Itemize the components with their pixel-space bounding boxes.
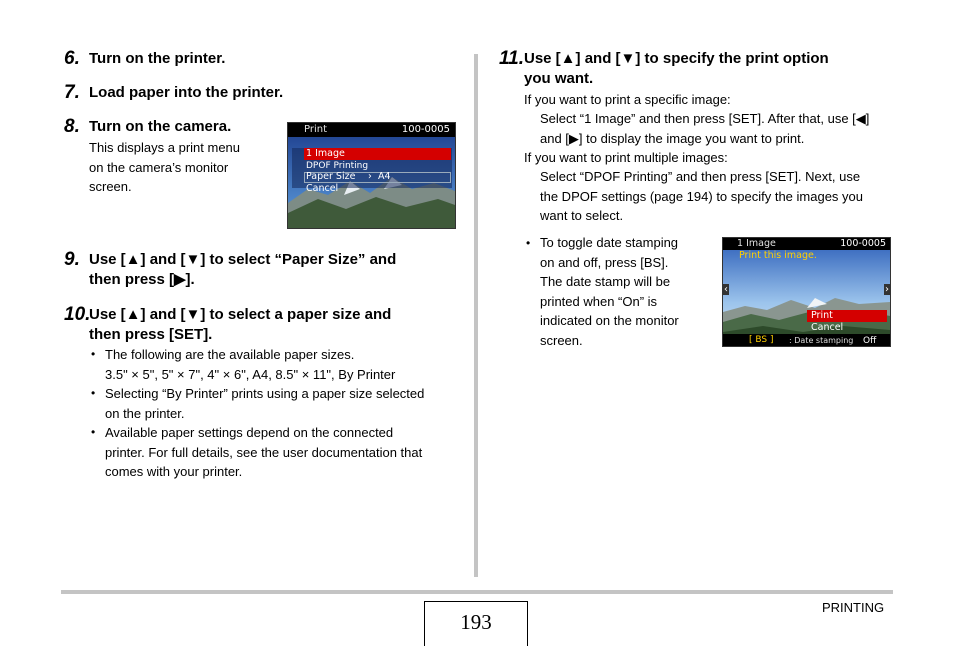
bullet-dot: • [526, 236, 531, 250]
camera-print-menu-screenshot [287, 122, 456, 229]
step-11-heading: Use [▲] and [▼] to specify the print option you want. [524, 50, 829, 87]
screen1-menu-dpof: DPOF Printing [306, 161, 369, 171]
right-arrow-icon: › [885, 284, 889, 295]
step-8-heading: Turn on the camera. [89, 118, 232, 135]
step-9-number: 9. [64, 249, 80, 270]
screen1-paper-value: A4 [378, 171, 391, 182]
screen2-title: 1 Image [737, 238, 776, 249]
column-divider [474, 54, 478, 577]
screen2-file-code: 100-0005 [840, 238, 886, 249]
specific-image-instructions: Select “1 Image” and then press [SET]. After that, use [◀] and [▶] to display the image you want to print. [540, 111, 870, 146]
step-11-number: 11. [499, 48, 525, 69]
step-10-number: 10. [64, 304, 91, 325]
step-7-number: 7. [64, 82, 80, 103]
by-printer-bullet: Selecting “By Printer” prints using a paper size selected on the printer. [105, 386, 425, 421]
left-arrow-icon: ‹ [724, 284, 728, 295]
screen1-title: Print [304, 124, 328, 135]
screen2-menu-cancel: Cancel [811, 322, 844, 333]
multiple-images-intro: If you want to print multiple images: [524, 150, 728, 165]
specific-image-intro: If you want to print a specific image: [524, 92, 731, 107]
camera-print-image-screenshot [722, 237, 891, 347]
step-6-number: 6. [64, 48, 80, 69]
bullet-dot: • [91, 347, 96, 361]
paper-sizes-bullet: The following are the available paper sizes. 3.5" × 5", 5" × 7", 4" × 6", A4, 8.5" × 11", By Printer [105, 347, 396, 382]
step-6-heading: Turn on the printer. [89, 50, 226, 67]
date-stamping-bullet: To toggle date stamping on and off, press [BS]. The date stamp will be printed when “On” is indicated on the monitor screen. [540, 235, 679, 348]
multiple-images-instructions: Select “DPOF Printing” and then press [SET]. Next, use the DPOF settings (page 194) to specify the images you want to select. [540, 169, 864, 223]
page-number: 193 [424, 601, 528, 646]
screen1-menu-1-image: 1 Image [304, 148, 451, 160]
screen1-menu-cancel: Cancel [306, 183, 339, 194]
footer-rule [61, 590, 893, 594]
date-stamping-value: Off [863, 336, 877, 346]
section-label: PRINTING [822, 600, 885, 615]
step-10-heading: Use [▲] and [▼] to select a paper size and then press [SET]. [89, 306, 392, 343]
screen1-file-code: 100-0005 [401, 124, 450, 135]
bullet-dot: • [91, 425, 96, 439]
step-8-number: 8. [64, 116, 80, 137]
step-9-heading: Use [▲] and [▼] to select “Paper Size” and then press [▶]. [89, 251, 397, 288]
date-stamping-label: : Date stamping [789, 336, 854, 345]
screen2-subtitle: Print this image. [739, 250, 817, 261]
screen1-arrow-icon: › [368, 171, 372, 182]
bullet-dot: • [91, 386, 96, 400]
step-8-body: This displays a print menu on the camera’s monitor screen. [89, 140, 241, 194]
screen2-menu-print: Print [807, 310, 887, 322]
paper-settings-bullet: Available paper settings depend on the connected printer. For full details, see the user documentation that comes with your printer. [105, 425, 423, 479]
screen1-menu-paper-size: Paper Size [306, 171, 356, 182]
bs-button-label: [ BS ] [749, 335, 774, 345]
step-7-heading: Load paper into the printer. [89, 84, 284, 101]
